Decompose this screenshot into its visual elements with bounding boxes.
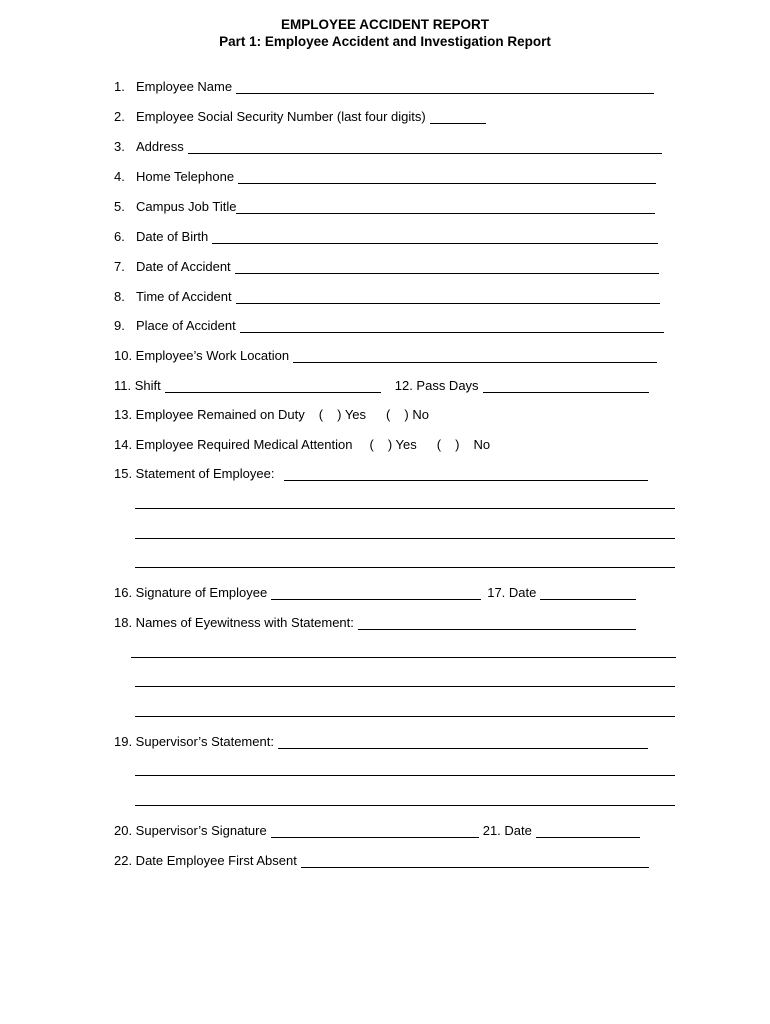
first-absent-input[interactable]: [301, 854, 649, 868]
signature-date-input[interactable]: [540, 586, 636, 600]
field-label: Home Telephone: [136, 169, 235, 184]
date-of-birth-input[interactable]: [212, 230, 658, 244]
field-number: 6.: [114, 229, 125, 244]
supervisor-date-input[interactable]: [536, 824, 640, 838]
field-label: Employee Social Security Number (last four digits): [136, 109, 426, 124]
no-option-paren: ): [455, 437, 460, 452]
supervisor-statement-line[interactable]: [135, 775, 675, 776]
field-label: 19. Supervisor’s Statement:: [114, 734, 274, 749]
employee-name-input[interactable]: [236, 80, 654, 94]
shift-input[interactable]: [165, 379, 381, 393]
field-date-of-accident: [114, 257, 659, 274]
employee-statement-input[interactable]: [284, 467, 648, 481]
work-location-input[interactable]: [293, 349, 657, 363]
eyewitness-line[interactable]: [131, 657, 676, 658]
field-label: 20. Supervisor’s Signature: [114, 823, 267, 838]
pass-days-input[interactable]: [483, 379, 649, 393]
field-label: Date of Accident: [136, 259, 231, 274]
field-time-of-accident: [114, 287, 660, 304]
field-label: 12. Pass Days: [394, 378, 479, 393]
report-subtitle: Part 1: Employee Accident and Investigation Report: [219, 34, 551, 49]
no-option-label: ) No: [404, 407, 429, 422]
field-label: 13. Employee Remained on Duty: [114, 407, 305, 422]
field-label: 10. Employee’s Work Location: [114, 348, 290, 363]
field-first-absent: [114, 851, 649, 868]
field-label: Employee Name: [136, 79, 233, 94]
field-label: Address: [136, 139, 184, 154]
eyewitness-line[interactable]: [135, 686, 675, 687]
field-place-of-accident: [114, 316, 664, 333]
statement-line[interactable]: [135, 508, 675, 509]
home-telephone-input[interactable]: [238, 170, 656, 184]
field-label: 15. Statement of Employee:: [114, 466, 275, 481]
date-of-accident-input[interactable]: [235, 260, 659, 274]
field-label: Campus Job Title: [136, 199, 237, 214]
employee-signature-input[interactable]: [271, 586, 481, 600]
campus-job-title-input[interactable]: [236, 200, 655, 214]
yes-option-label: ) Yes: [337, 407, 367, 422]
eyewitness-line[interactable]: [135, 716, 675, 717]
field-number: 3.: [114, 139, 125, 154]
field-label: 22. Date Employee First Absent: [114, 853, 297, 868]
place-of-accident-input[interactable]: [240, 319, 664, 333]
field-label: 17. Date: [487, 585, 537, 600]
field-employee-statement: [114, 464, 648, 481]
field-eyewitness: [114, 613, 636, 630]
field-ssn: [114, 107, 486, 124]
field-number: 4.: [114, 169, 125, 184]
field-label: 14. Employee Required Medical Attention: [114, 437, 353, 452]
report-title: EMPLOYEE ACCIDENT REPORT: [280, 17, 490, 32]
field-number: 1.: [114, 79, 125, 94]
yes-option-label: ) Yes: [387, 437, 417, 452]
field-number: 8.: [114, 289, 125, 304]
ssn-input[interactable]: [430, 110, 486, 124]
field-address: [114, 137, 662, 154]
supervisor-statement-line[interactable]: [135, 805, 675, 806]
field-signature-date: [114, 583, 636, 600]
no-checkbox[interactable]: (: [386, 407, 391, 422]
field-work-location: [114, 346, 657, 363]
address-input[interactable]: [188, 140, 662, 154]
yes-checkbox[interactable]: (: [369, 437, 374, 452]
field-label: Date of Birth: [136, 229, 209, 244]
field-label: 21. Date: [482, 823, 532, 838]
field-label: 16. Signature of Employee: [114, 585, 268, 600]
field-number: 7.: [114, 259, 125, 274]
no-checkbox[interactable]: (: [436, 437, 442, 452]
yes-checkbox[interactable]: (: [318, 407, 324, 422]
field-number: 9.: [114, 318, 125, 333]
field-medical-attention: [114, 435, 490, 452]
field-supervisor-statement: [114, 732, 648, 749]
field-label: Place of Accident: [136, 318, 236, 333]
supervisor-statement-input[interactable]: [278, 735, 648, 749]
field-shift-passdays: [114, 376, 649, 393]
statement-line[interactable]: [135, 538, 675, 539]
field-home-telephone: [114, 167, 656, 184]
field-label: 11. Shift: [114, 378, 161, 393]
field-supervisor-signature-date: [114, 821, 640, 838]
statement-line[interactable]: [135, 567, 675, 568]
field-campus-job-title: [114, 197, 655, 214]
field-label: Time of Accident: [136, 289, 232, 304]
eyewitness-input[interactable]: [358, 616, 636, 630]
field-number: 2.: [114, 109, 125, 124]
field-date-of-birth: [114, 227, 658, 244]
time-of-accident-input[interactable]: [236, 290, 660, 304]
supervisor-signature-input[interactable]: [271, 824, 479, 838]
no-option-label: No: [473, 437, 491, 452]
field-number: 5.: [114, 199, 125, 214]
field-label: 18. Names of Eyewitness with Statement:: [114, 615, 354, 630]
field-remained-on-duty: [114, 405, 429, 422]
field-employee-name: [114, 77, 654, 94]
